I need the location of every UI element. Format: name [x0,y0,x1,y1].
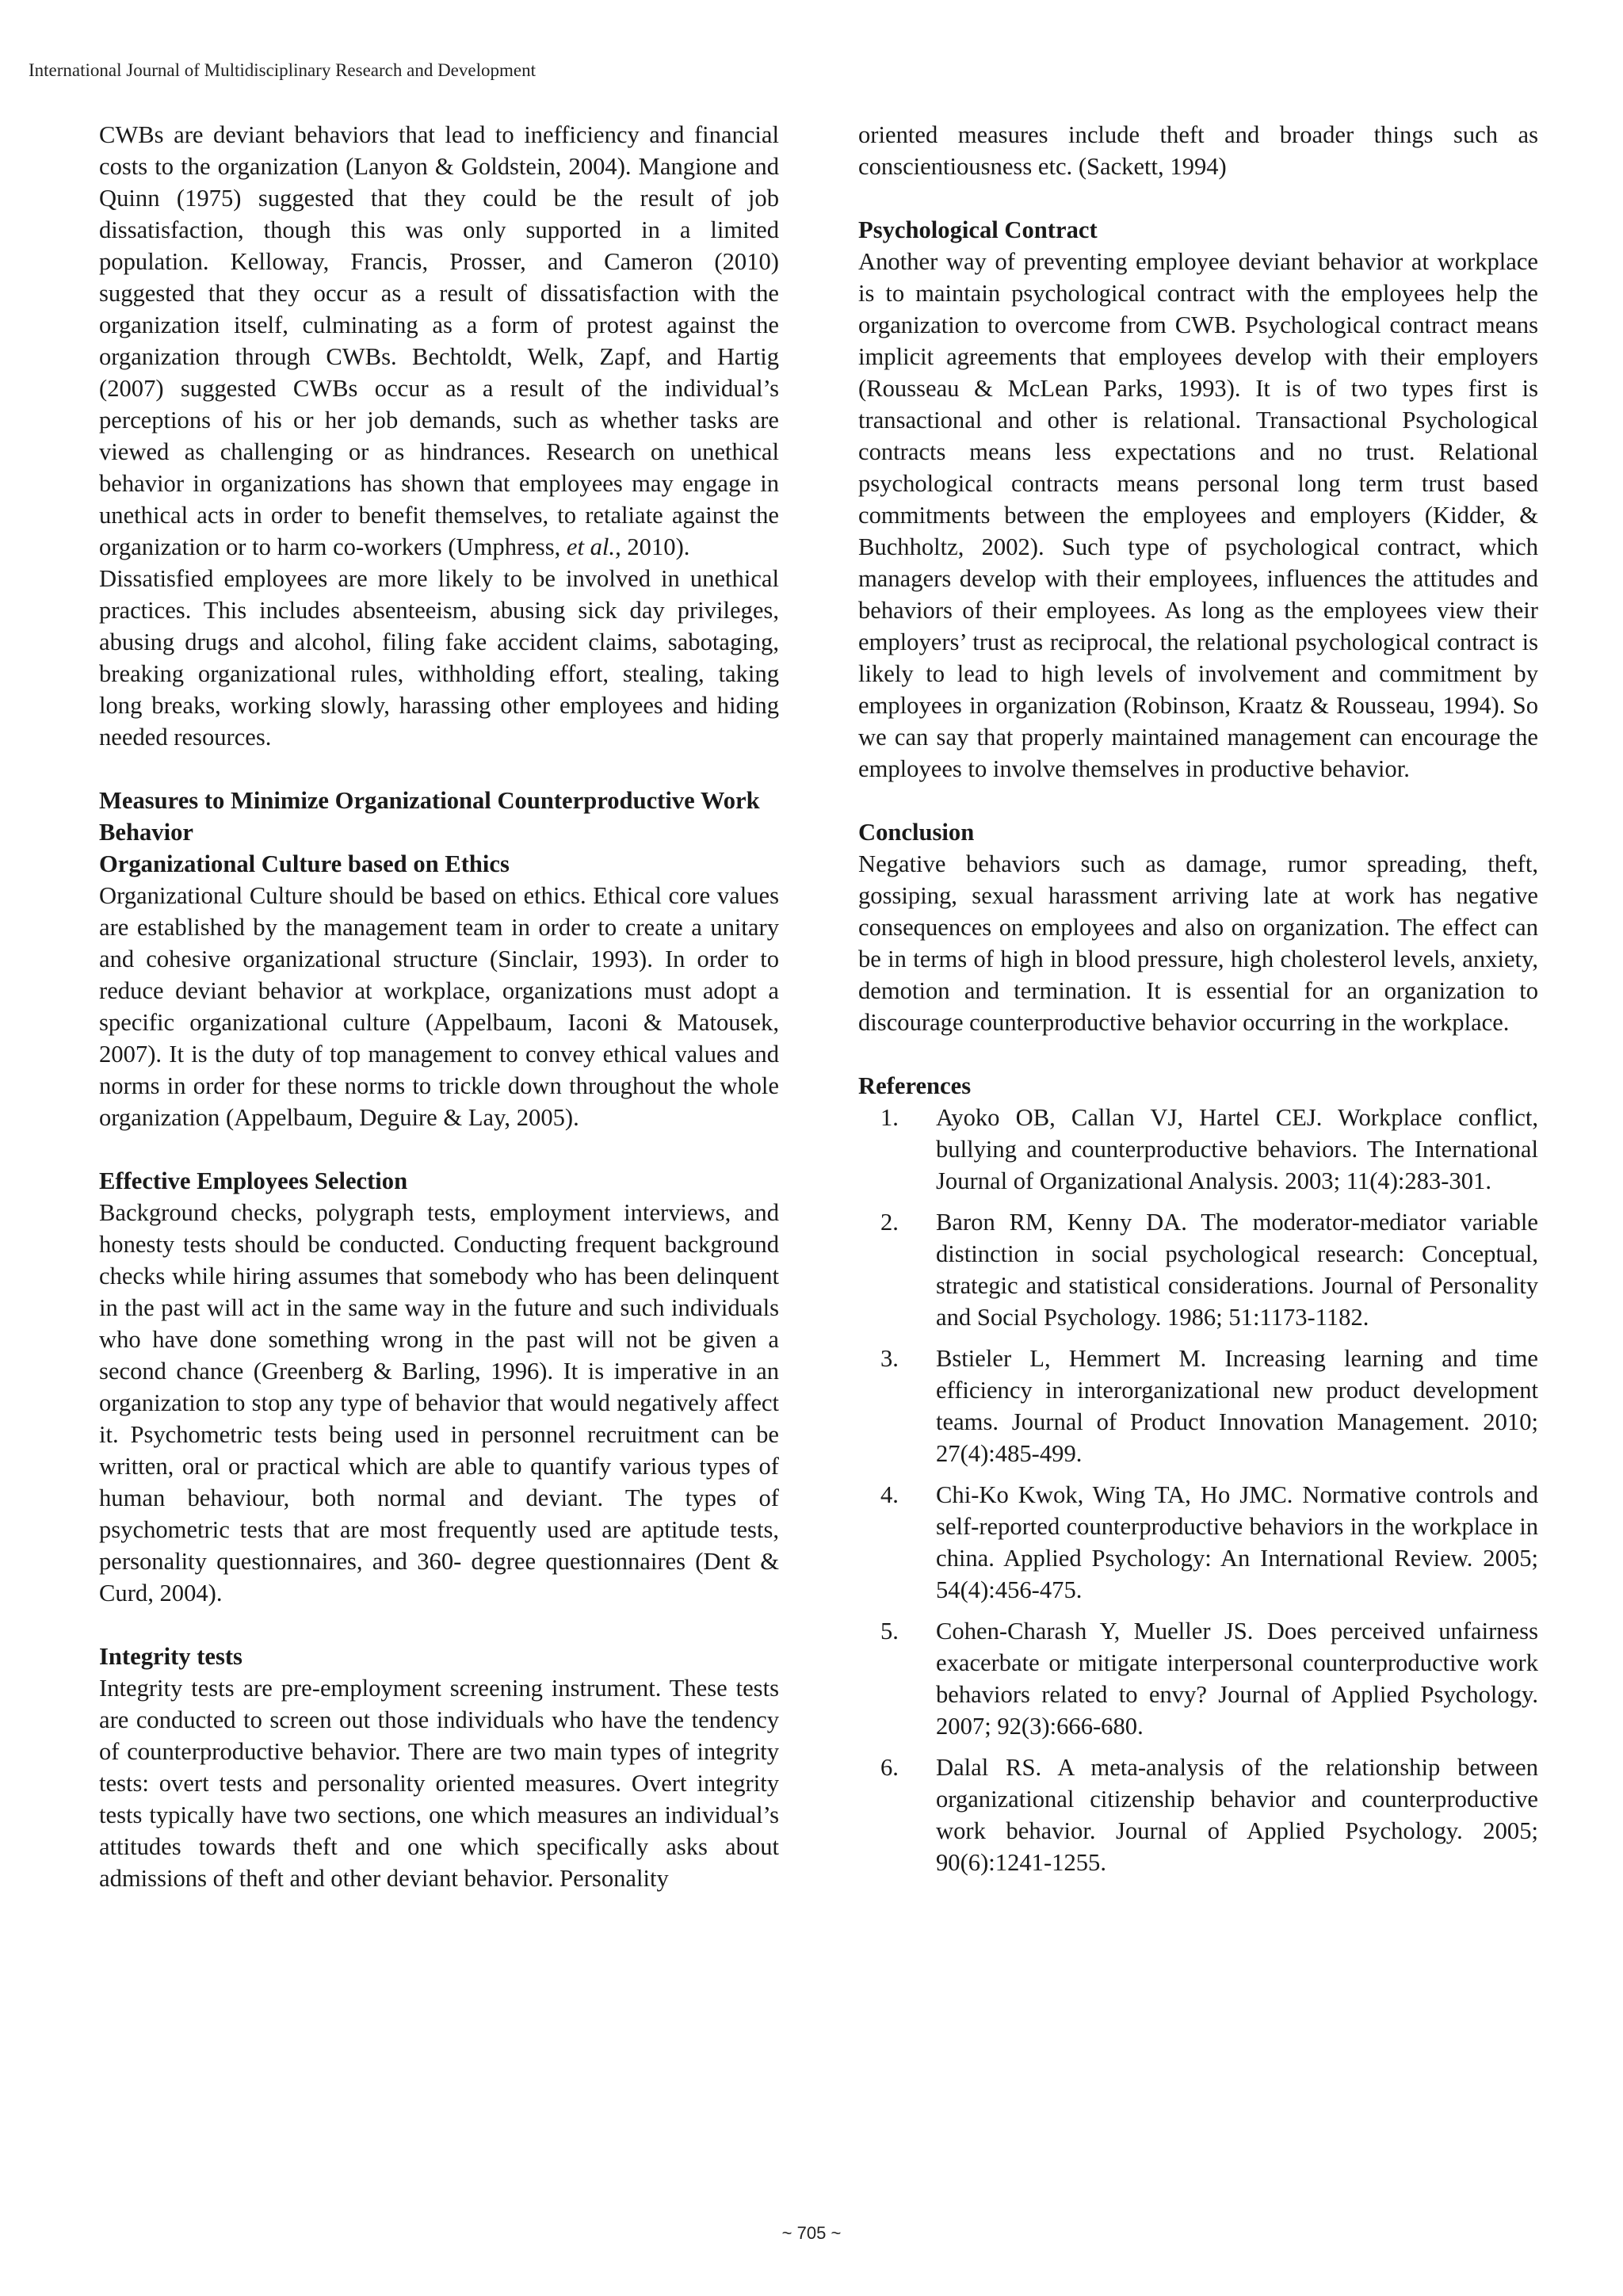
reference-item [858,1615,1538,1742]
reference-number: 1. [880,1104,899,1131]
reference-text: Ayoko OB, Callan VJ, Hartel CEJ. Workplace conflict, bullying and counterproductive behaviors. The International Journal of Organizational Analysis. 2003; 11(4):283-301. [936,1104,1538,1194]
reference-text: Cohen-Charash Y, Mueller JS. Does perceived unfairness exacerbate or mitigate interpersonal counterproductive work behaviors related to envy? Journal of Applied Psychology. 2007; 92(3):666-680. [936,1618,1538,1740]
reference-number: 6. [880,1754,899,1781]
paragraph-selection: Background checks, polygraph tests, employment interviews, and honesty tests should be conducted. Conducting frequent background checks while hiring assumes that somebody who has been delinquent in the past will act in the same way in the future and such individuals who have done something wrong in the past will not be given a second chance (Greenberg & Barling, 1996). It is imperative in an organization to stop any type of behavior that would negatively affect it. Psychometric tests being used in personnel recruitment can be written, oral or practical which are able to quantify various types of human behaviour, both normal and deviant. The types of psychometric tests that are most frequently used are aptitude tests, personality questionnaires, and 360- degree questionnaires (Dent & Curd, 2004). [99,1199,779,1606]
page-number: ~ 705 ~ [781,2223,842,2243]
reference-number: 4. [880,1481,899,1508]
subsection-heading-selection: Effective Employees Selection [99,1167,408,1194]
subsection-heading-contract: Psychological Contract [858,216,1098,243]
paragraph-culture: Organizational Culture should be based on ethics. Ethical core values are established by the management team in order to create a unitary and cohesive organizational structure (Sinclair, 1993). In order to reduce deviant behavior at workplace, organizations must adopt a specific organizational culture (Appelbaum, Iaconi & Matousek, 2007). It is the duty of top management to convey ethical values and norms in order for these norms to trickle down throughout the whole organization (Appelbaum, Deguire & Lay, 2005). [99,882,779,1131]
running-header: International Journal of Multidisciplinary Research and Development [29,60,536,80]
reference-number: 2. [880,1209,899,1236]
reference-text: Baron RM, Kenny DA. The moderator-mediator variable distinction in social psychological research: Conceptual, strategic and statistical considerations. Journal of Personality and Social Psychology. 1986; 51:1173-1182. [936,1209,1538,1331]
subsection-heading-culture: Organizational Culture based on Ethics [99,850,510,877]
reference-text: Dalal RS. A meta-analysis of the relationship between organizational citizenship behavior and counterproductive work behavior. Journal of Applied Psychology. 2005; 90(6):1241-1255. [936,1754,1538,1876]
subsection-heading-integrity: Integrity tests [99,1643,242,1670]
reference-list [858,1102,1538,1878]
paragraph-conclusion: Negative behaviors such as damage, rumor spreading, theft, gossiping, sexual harassment arriving late at work has negative consequences on employees and also on organization. The effect can be in terms of high in blood pressure, high cholesterol levels, anxiety, demotion and termination. It is essential for an organization to discourage counterproductive behavior occurring in the workplace. [858,850,1538,1036]
reference-item [858,1102,1538,1197]
section-heading-measures: Measures to Minimize Organizational Counterproductive Work Behavior [99,787,760,846]
reference-item [858,1206,1538,1333]
paragraph-dissatisfied-employees: Dissatisfied employees are more likely to be involved in unethical practices. This includes absenteeism, abusing sick day privileges, abusing drugs and alcohol, filing fake accident claims, sabotaging, breaking organizational rules, withholding effort, stealing, taking long breaks, working slowly, harassing other employees and hiding needed resources. [99,565,779,751]
left-column [99,119,779,1894]
paragraph-integrity: Integrity tests are pre-employment screening instrument. These tests are conducted to screen out those individuals who have the tendency of counterproductive behavior. There are two main types of integrity tests: overt tests and personality oriented measures. Overt integrity tests typically have two sections, one which measures an individual’s attitudes towards theft and one which specifically asks about admissions of theft and other deviant behavior. Personality [99,1675,779,1892]
reference-item [858,1479,1538,1606]
section-heading-conclusion: Conclusion [858,819,975,846]
reference-number: 5. [880,1618,899,1645]
paragraph-integrity-continued: oriented measures include theft and broader things such as conscientiousness etc. (Sackett, 1994) [858,121,1538,180]
paragraph-cwb-causes: CWBs are deviant behaviors that lead to inefficiency and financial costs to the organization (Lanyon & Goldstein, 2004). Mangione and Quinn (1975) suggested that they could be the result of job dissatisfaction, though this was only supported in a limited population. Kelloway, Francis, Prosser, and Cameron (2010) suggested that they occur as a result of dissatisfaction with the organization itself, culminating as a form of protest against the organization through CWBs. Bechtoldt, Welk, Zapf, and Hartig (2007) suggested CWBs occur as a result of the individual’s perceptions of his or her job demands, such as whether tasks are viewed as challenging or as hindrances. Research on unethical behavior in organizations has shown that employees may engage in unethical acts in order to benefit themselves, to retaliate against the organization or to harm co-workers (Umphress, et al., 2010). [99,121,779,560]
right-column [858,119,1538,1888]
paragraph-contract: Another way of preventing employee deviant behavior at workplace is to maintain psychological contract with the employees help the organization to overcome from CWB. Psychological contract means implicit agreements that employees develop with their employers (Rousseau & McLean Parks, 1993). It is of two types first is transactional and other is relational. Transactional Psychological contracts means less expectations and no trust. Relational psychological contracts means personal long term trust based commitments between the employees and employers (Kidder, & Buchholtz, 2002). Such type of psychological contract, which managers develop with their employees, influences the attitudes and behaviors of their employees. As long as the employees view their employers’ trust as reciprocal, the relational psychological contract is likely to lead to high levels of involvement and commitment by employees in organization (Robinson, Kraatz & Rousseau, 1994). So we can say that properly maintained management can encourage the employees to involve themselves in productive behavior. [858,248,1538,782]
reference-number: 3. [880,1345,899,1372]
reference-item [858,1343,1538,1469]
reference-text: Bstieler L, Hemmert M. Increasing learning and time efficiency in interorganizational new product development teams. Journal of Product Innovation Management. 2010; 27(4):485-499. [936,1345,1538,1467]
reference-text: Chi-Ko Kwok, Wing TA, Ho JMC. Normative controls and self-reported counterproductive behaviors in the workplace in china. Applied Psychology: An International Review. 2005; 54(4):456-475. [936,1481,1538,1603]
reference-item [858,1752,1538,1878]
section-heading-references: References [858,1072,972,1099]
